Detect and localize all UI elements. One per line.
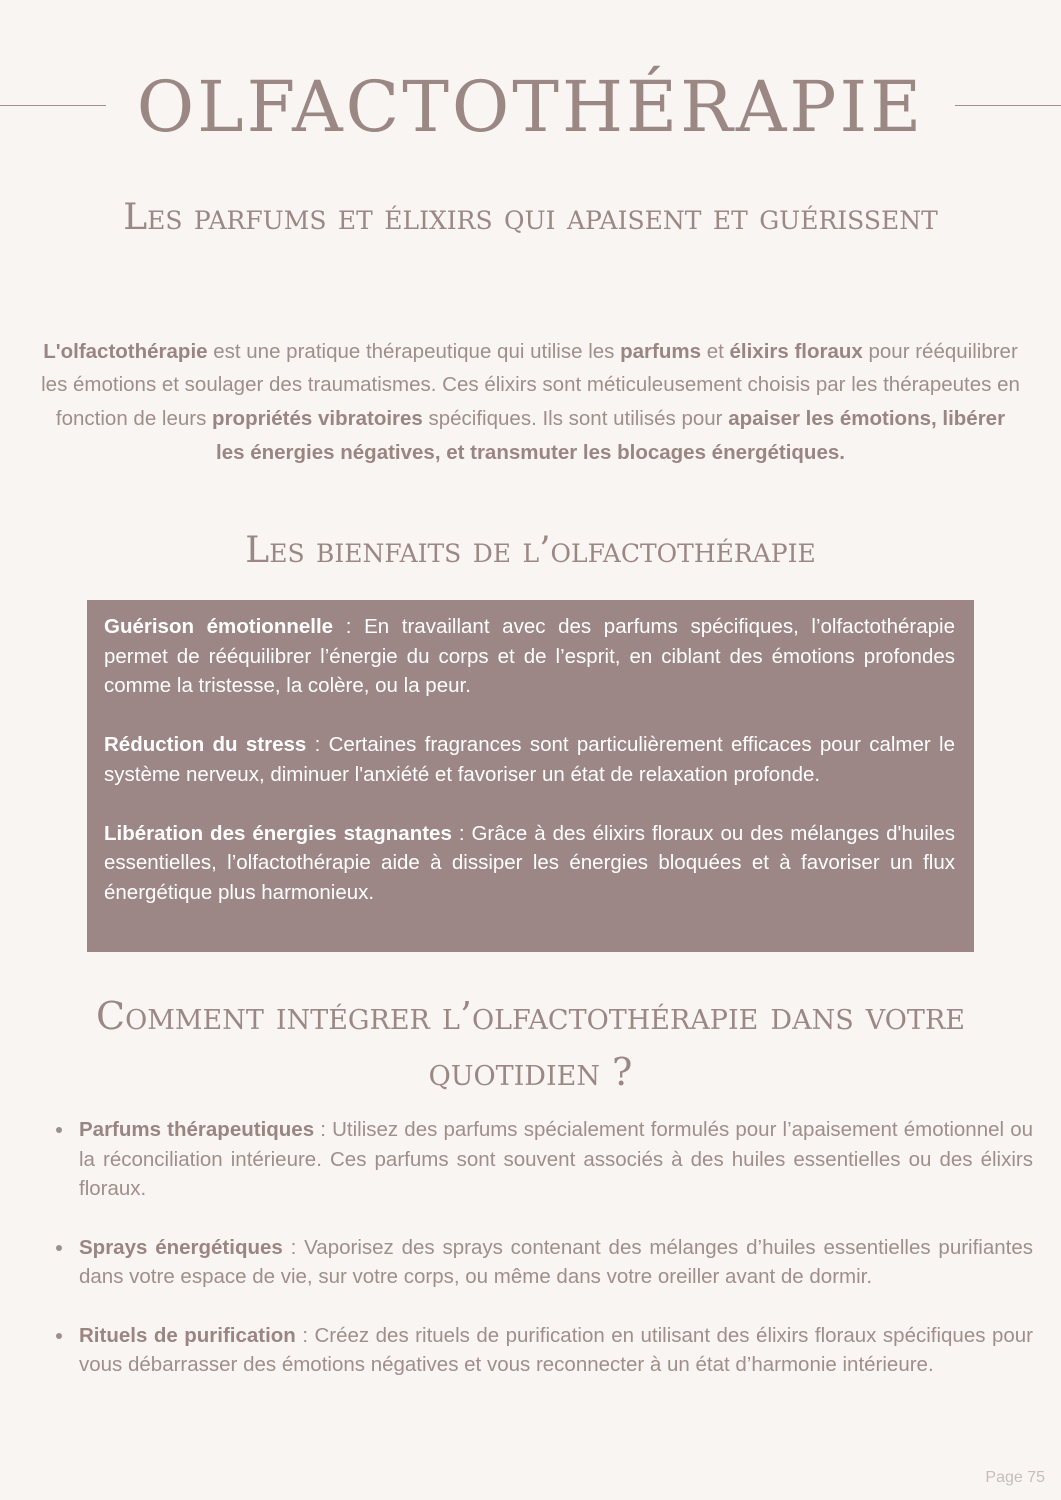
- benefit-text: : En travaillant avec des parfums spécifiques, l’olfactothérapie permet de rééquilibrer l’énergie du corps et de l’esprit, en ciblant des émotions profondes comme la tristesse, la colère, ou la peur.: [104, 615, 955, 697]
- bullet-icon: [56, 1127, 62, 1133]
- benefit-text: : Grâce à des élixirs floraux ou des mélanges d'huiles essentielles, l’olfactothérapie aide à dissiper les énergies bloquées et à favoriser un flux énergétique plus harmonieux.: [104, 821, 956, 904]
- intro-emphasis: parfums: [620, 339, 701, 363]
- benefits-box: [87, 600, 974, 952]
- benefit-text: : Certaines fragrances sont particulièrement efficaces pour calmer le système nerveux, diminuer l'anxiété et favoriser un état de relaxation profonde.: [104, 733, 955, 786]
- list-item: [52, 1321, 1033, 1380]
- benefit-term: Libération des énergies stagnantes: [104, 821, 452, 845]
- section-heading-integrer: Comment intégrer l’olfactothérapie dans votre quotidien ?: [96, 994, 965, 1094]
- benefit-term: Réduction du stress: [104, 733, 307, 756]
- intro-emphasis: L'olfactothérapie: [43, 339, 208, 363]
- section-heading-parfums: Les parfums et élixirs qui apaisent et guérissent: [123, 197, 938, 238]
- intro-text: et: [701, 339, 730, 363]
- list-item: [52, 1233, 1033, 1292]
- list-item: [52, 1115, 1033, 1204]
- intro-emphasis: élixirs floraux: [729, 339, 863, 363]
- intro-emphasis: propriétés vibratoires: [212, 407, 423, 431]
- bullet-icon: [56, 1333, 62, 1339]
- title-row: [0, 62, 1061, 152]
- benefit-item: [104, 819, 955, 908]
- intro-emphasis: apaiser les émotions, libérer les énergies négatives, et transmuter les blocages énergétiques.: [216, 407, 1006, 464]
- tip-term: Parfums thérapeutiques: [79, 1118, 315, 1141]
- benefit-item: [104, 612, 955, 701]
- intro-text: spécifiques. Ils sont utilisés pour: [422, 407, 729, 431]
- tips-list: [52, 1115, 1033, 1409]
- tip-text: : Utilisez des parfums spécialement formulés pour l’apaisement émotionnel ou la réconciliation intérieure. Ces parfums sont souvent associés à des huiles essentielles ou des élixirs floraux.: [79, 1118, 1033, 1200]
- title-rule-left: [0, 105, 106, 106]
- section-heading-bienfaits: Les bienfaits de l’olfactothérapie: [245, 530, 816, 571]
- intro-text: pour rééquilibrer les émotions et soulager des traumatismes. Ces élixirs sont méticuleusement choisis par les thérapeutes en fonction de leurs: [41, 339, 1020, 431]
- tip-term: Rituels de purification: [79, 1323, 296, 1347]
- tip-text: : Vaporisez des sprays contenant des mélanges d’huiles essentielles purifiantes dans votre espace de vie, sur votre corps, ou même dans votre oreiller avant de dormir.: [79, 1235, 1033, 1288]
- benefit-item: [104, 730, 955, 789]
- intro-paragraph: [40, 335, 1021, 470]
- tip-term: Sprays énergétiques: [79, 1235, 283, 1259]
- title-rule-right: [955, 105, 1061, 106]
- bullet-icon: [56, 1245, 62, 1251]
- tip-text: : Créez des rituels de purification en utilisant des élixirs floraux spécifiques pour vous débarrasser des émotions négatives et vous reconnecter à un état d’harmonie intérieure.: [79, 1323, 1033, 1376]
- page-number: Page 75: [985, 1469, 1045, 1486]
- page-title: OLFACTOTHÉRAPIE: [136, 66, 925, 148]
- benefit-term: Guérison émotionnelle: [104, 615, 334, 638]
- intro-text: est une pratique thérapeutique qui utilise les: [207, 339, 621, 363]
